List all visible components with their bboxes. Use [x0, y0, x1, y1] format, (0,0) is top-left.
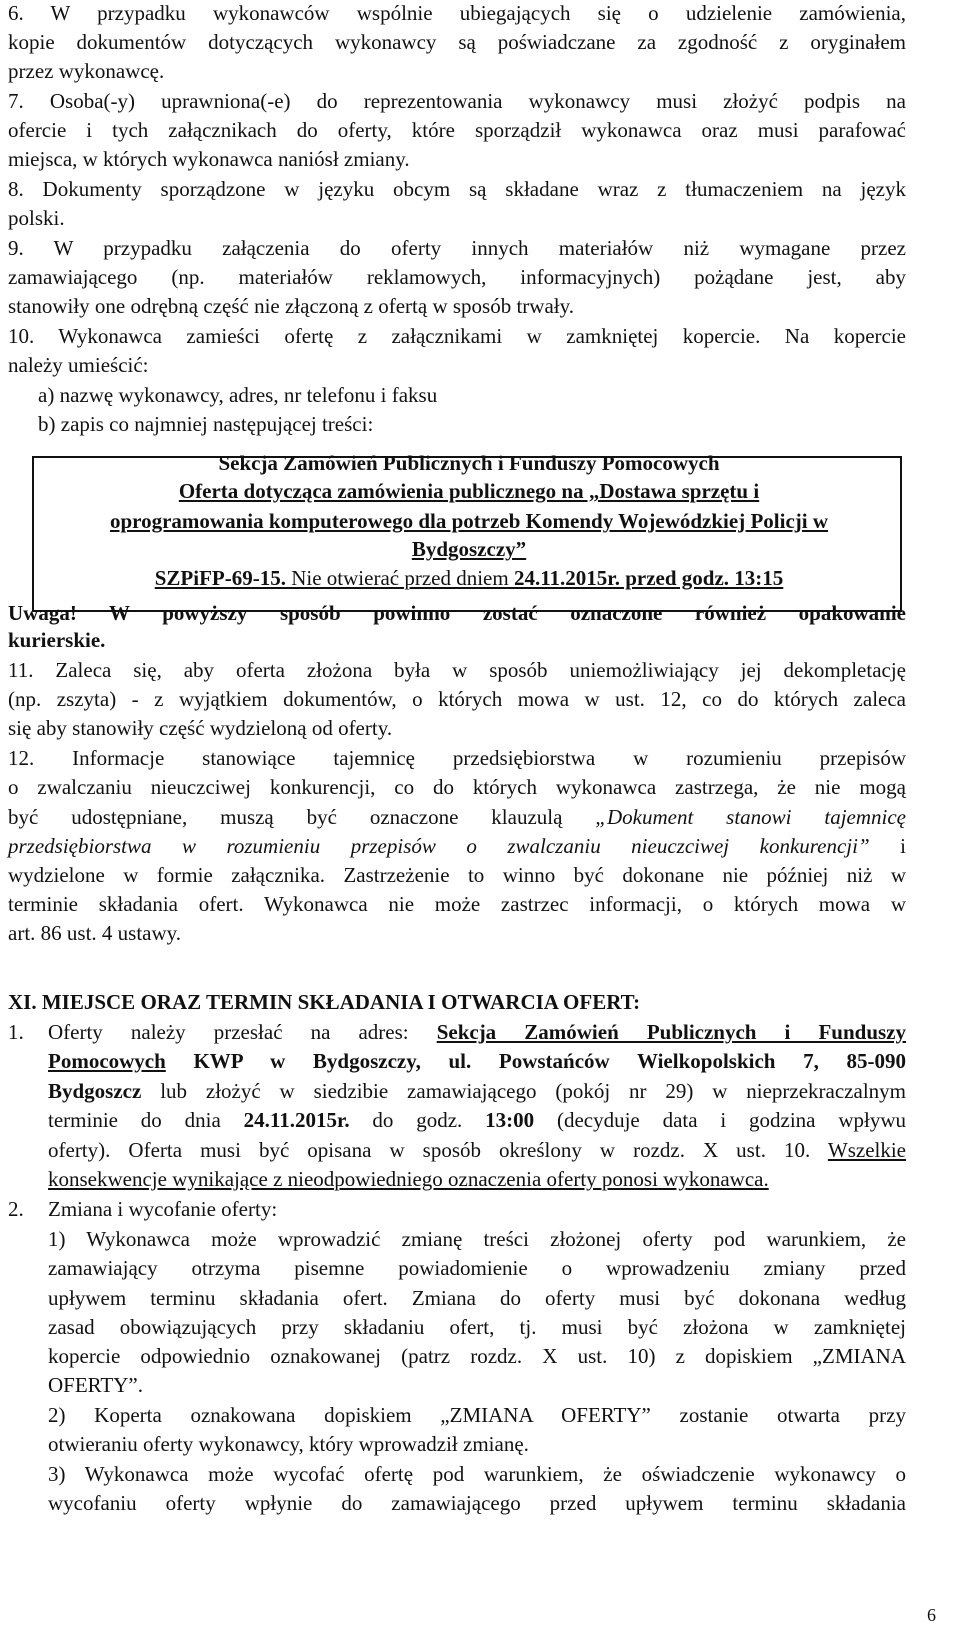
envelope-item-b: b) zapis co najmniej następującej treści: [38, 412, 374, 436]
deadline-date: 24.11.2015r. przed [513, 566, 677, 590]
paragraph-12-line: 12. Informacje stanowiące tajemnicę przedsiębiorstwa w rozumieniu przepisów [8, 746, 906, 770]
section-1-text: terminie do dnia [48, 1108, 244, 1132]
paragraph-8-line: 8. Dokumenty sporządzone w języku obcym są składane wraz z tłumaczeniem na język [8, 177, 906, 201]
section-1-line [48, 1048, 906, 1074]
envelope-item-a: a) nazwę wykonawcy, adres, nr telefonu i faksu [38, 383, 438, 407]
paragraph-11-line: 11. Zaleca się, aby oferta złożona była w sposób uniemożliwiający jej dekompletację [8, 658, 906, 682]
page-number: 6 [927, 1605, 936, 1625]
section-2-item-2-line: 2) Koperta oznakowana dopiskiem „ZMIANA OFERTY” zostanie otwarta przy [48, 1403, 906, 1427]
paragraph-8-line: polski. [8, 206, 65, 230]
consequences-text: Wszelkie [827, 1138, 906, 1162]
paragraph-12-line: terminie składania ofert. Wykonawca nie może zastrzec informacji, o których mowa w [8, 892, 906, 916]
paragraph-7-line: 7. Osoba(-y) uprawniona(-e) do reprezentowania wykonawcy musi złożyć podpis na [8, 89, 906, 113]
envelope-label-line: oprogramowania komputerowego dla potrzeb Komendy Wojewódzkiej Policji w [109, 509, 829, 533]
section-2-item-3-line: wycofaniu oferty wpłynie do zamawiającego przed upływem terminu składania [48, 1491, 906, 1515]
envelope-label-title: Sekcja Zamówień Publicznych i Funduszy Pomocowych [218, 451, 720, 475]
deadline-time: godz. 13:15 [676, 566, 784, 590]
section-1-text: lub złożyć w siedzibie zamawiającego (pokój nr 29) w nieprzekraczalnym [141, 1079, 906, 1103]
section-2-item-2-line: otwieraniu oferty wykonawcy, który wprowadził zmianę. [48, 1432, 529, 1456]
paragraph-10-line: 10. Wykonawca zamieści ofertę z załącznikami w zamkniętej kopercie. Na kopercie [8, 324, 906, 348]
address-name: Sekcja Zamówień Publicznych i Funduszy [436, 1020, 906, 1044]
section-2-title: Zmiana i wycofanie oferty: [48, 1197, 278, 1221]
deadline-text: Nie otwierać przed dniem [285, 566, 514, 590]
paragraph-9-line: zamawiającego (np. materiałów reklamowych, informacyjnych) pożądane jest, aby [8, 265, 906, 289]
address-street: KWP w Bydgoszczy, ul. Powstańców Wielkopolskich 7, 85-090 [165, 1049, 906, 1073]
section-1-line [48, 1078, 906, 1104]
paragraph-12-line: wydzielone w formie załącznika. Zastrzeżenie to winno być dokonane nie później niż w [8, 863, 906, 887]
section-2-item-1-line: upływem terminu składania ofert. Zmiana do oferty musi być dokonana według [48, 1286, 906, 1310]
section-1-line [48, 1107, 906, 1133]
section-2-item-3-line: 3) Wykonawca może wycofać ofertę pod warunkiem, że oświadczenie wykonawcy o [48, 1462, 906, 1486]
paragraph-10-line: należy umieścić: [8, 353, 149, 377]
deadline-date: 24.11.2015r. [243, 1108, 350, 1132]
warning-line: Uwaga! W powyższy sposób powinno zostać oznaczone również opakowanie [8, 601, 906, 625]
section-1-text: do godz. [349, 1108, 486, 1132]
paragraph-7-line: miejsca, w których wykonawca naniósł zmiany. [8, 147, 410, 171]
section-2-item-1-line: zamawiający otrzyma pisemne powiadomienie o wprowadzeniu zmiany przed [48, 1256, 906, 1280]
paragraph-9-line: 9. W przypadku załączenia do oferty innych materiałów niż wymagane przez [8, 236, 906, 260]
envelope-label-deadline [34, 565, 904, 591]
case-number: SZPiFP-69-15. [154, 566, 286, 590]
address-city: Bydgoszcz [48, 1079, 142, 1103]
paragraph-12-line: art. 86 ust. 4 ustawy. [8, 921, 182, 945]
list-number: 2. [8, 1197, 24, 1221]
paragraph-11-line: się aby stanowiły część wydzieloną od oferty. [8, 716, 393, 740]
clause-quote: przedsiębiorstwa w rozumieniu przepisów o zwalczaniu nieuczciwej konkurencji” [8, 834, 870, 858]
section-2-item-1-line: kopercie odpowiednio oznakowanej (patrz rozdz. X ust. 10) z dopiskiem „ZMIANA [48, 1344, 906, 1368]
section-2-item-1-line: zasad obowiązujących przy składaniu ofert, tj. musi być złożona w zamkniętej [48, 1315, 906, 1339]
address-name: Pomocowych [48, 1049, 166, 1073]
section-1-line [48, 1019, 906, 1045]
envelope-label-box [32, 451, 902, 612]
paragraph-12-line [8, 804, 906, 830]
paragraph-12-text: być udostępniane, muszą być oznaczone klauzulą [8, 805, 596, 829]
paragraph-12-text: i [869, 834, 906, 858]
consequences-line: konsekwencje wynikające z nieodpowiedniego oznaczenia oferty ponosi wykonawca. [48, 1167, 769, 1191]
envelope-label-line: Bydgoszczy” [411, 537, 527, 561]
warning-line: kurierskie. [8, 628, 106, 652]
section-2-item-1-line: 1) Wykonawca może wprowadzić zmianę treści złożonej oferty pod warunkiem, że [48, 1227, 906, 1251]
paragraph-9-line: stanowiły one odrębną część nie złączoną z ofertą w sposób trwały. [8, 294, 574, 318]
clause-quote: „Dokument stanowi tajemnicę [595, 805, 906, 829]
paragraph-11-line: (np. zszyta) - z wyjątkiem dokumentów, o których mowa w ust. 12, co do których zaleca [8, 687, 906, 711]
section-1-text: Oferty należy przesłać na adres: [48, 1020, 437, 1044]
section-1-line [48, 1137, 906, 1163]
envelope-label-line: Oferta dotycząca zamówienia publicznego na „Dostawa sprzętu i [178, 479, 760, 503]
paragraph-6-line: 6. W przypadku wykonawców wspólnie ubiegających się o udzielenie zamówienia, [8, 1, 906, 25]
deadline-time: 13:00 [485, 1108, 535, 1132]
section-1-text: oferty). Oferta musi być opisana w sposób określony w rozdz. X ust. 10. [48, 1138, 828, 1162]
paragraph-7-line: ofercie i tych załącznikach do oferty, które sporządził wykonawca oraz musi parafować [8, 118, 906, 142]
section-1-text: (decyduje data i godzina wpływu [534, 1108, 906, 1132]
paragraph-12-line [8, 833, 906, 859]
paragraph-6-line: kopie dokumentów dotyczących wykonawcy są poświadczane za zgodność z oryginałem [8, 30, 906, 54]
paragraph-6-line: przez wykonawcę. [8, 59, 165, 83]
section-heading: XI. MIEJSCE ORAZ TERMIN SKŁADANIA I OTWARCIA OFERT: [8, 990, 641, 1014]
paragraph-12-line: o zwalczaniu nieuczciwej konkurencji, co do których wykonawca zastrzega, że nie mogą [8, 775, 906, 799]
section-2-item-1-line: OFERTY”. [48, 1373, 143, 1397]
list-number: 1. [8, 1020, 24, 1044]
